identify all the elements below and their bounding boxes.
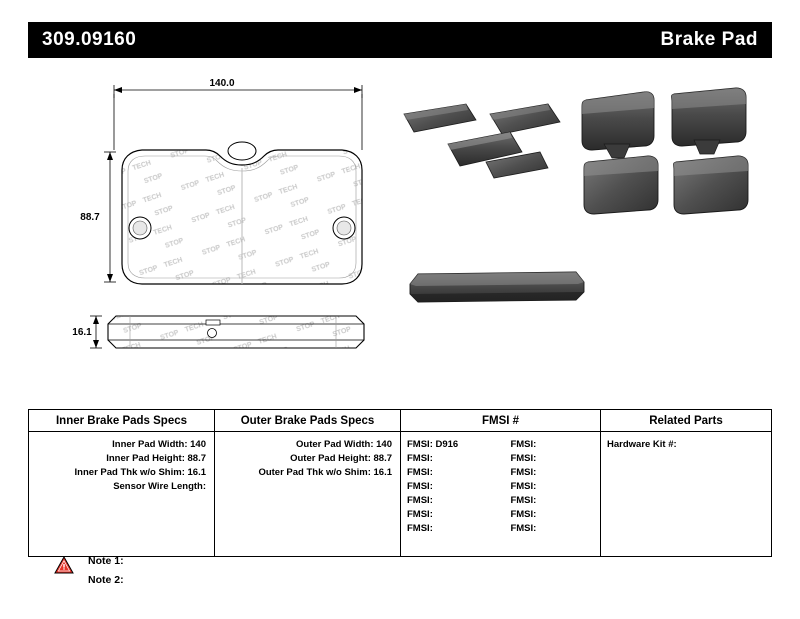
fmsi-right-value: FMSI: (510, 481, 537, 492)
outer-specs-column (215, 410, 401, 556)
product-drawing (0, 58, 800, 388)
fmsi-left-value: FMSI: (407, 509, 433, 520)
pad-side-view (108, 316, 364, 348)
fmsi-right-value: FMSI: (510, 509, 537, 520)
width-dimension-label: 140.0 (209, 78, 235, 89)
note-list (88, 552, 124, 590)
thickness-dimension (90, 316, 102, 348)
outer-specs-body (215, 432, 400, 556)
inner-specs-body (29, 432, 214, 556)
inner-specs-header: Inner Brake Pads Specs (29, 410, 214, 432)
related-parts-header: Related Parts (601, 410, 771, 432)
pad-front-view (122, 142, 362, 284)
fmsi-header: FMSI # (401, 410, 600, 432)
fmsi-left-value: FMSI: (407, 467, 433, 478)
warning-triangle-icon (54, 556, 74, 579)
notes-section (54, 552, 124, 590)
fmsi-row (401, 522, 600, 536)
outer-specs-header: Outer Brake Pads Specs (215, 410, 400, 432)
outer-spec-row: Outer Pad Thk w/o Shim: 16.1 (258, 467, 392, 478)
fmsi-row (401, 438, 600, 452)
fmsi-right-value: FMSI: (510, 439, 537, 450)
fmsi-row (401, 466, 600, 480)
fmsi-row (401, 494, 600, 508)
inner-specs-column (29, 410, 215, 556)
outer-spec-row: Outer Pad Height: 88.7 (290, 453, 392, 464)
fmsi-left-value: FMSI: (407, 453, 433, 464)
part-number: 309.09160 (42, 29, 137, 50)
related-parts-row: Hardware Kit #: (607, 439, 677, 450)
note-item: Note 1: (88, 555, 124, 567)
fmsi-right-value: FMSI: (510, 495, 537, 506)
inner-spec-row: Inner Pad Thk w/o Shim: 16.1 (74, 467, 206, 478)
fmsi-row (401, 480, 600, 494)
fmsi-left-value: FMSI: (407, 495, 433, 506)
inner-spec-row: Sensor Wire Length: (113, 481, 206, 492)
specs-table (28, 409, 772, 557)
pad-photo-edge-view (410, 272, 584, 302)
title-bar (28, 22, 772, 58)
fmsi-right-value: FMSI: (510, 453, 537, 464)
inner-spec-row: Inner Pad Height: 88.7 (106, 453, 206, 464)
fmsi-left-value: FMSI: D916 (407, 439, 459, 450)
height-dimension-label: 88.7 (80, 212, 100, 223)
fmsi-row (401, 452, 600, 466)
related-parts-column (601, 410, 771, 556)
fmsi-left-value: FMSI: (407, 523, 433, 534)
height-dimension (104, 152, 116, 282)
product-type: Brake Pad (660, 29, 758, 50)
pad-photo-group-right (582, 88, 748, 214)
fmsi-column (401, 410, 601, 556)
pad-photo-group-left (404, 104, 560, 178)
fmsi-left-value: FMSI: (407, 481, 433, 492)
note-item: Note 2: (88, 574, 124, 586)
fmsi-row (401, 508, 600, 522)
outer-spec-row: Outer Pad Width: 140 (296, 439, 392, 450)
fmsi-right-value: FMSI: (510, 523, 537, 534)
fmsi-body (401, 432, 600, 556)
fmsi-right-value: FMSI: (510, 467, 537, 478)
related-parts-body (601, 432, 771, 556)
thickness-dimension-label: 16.1 (72, 327, 92, 338)
width-dimension (114, 85, 362, 150)
inner-spec-row: Inner Pad Width: 140 (112, 439, 206, 450)
